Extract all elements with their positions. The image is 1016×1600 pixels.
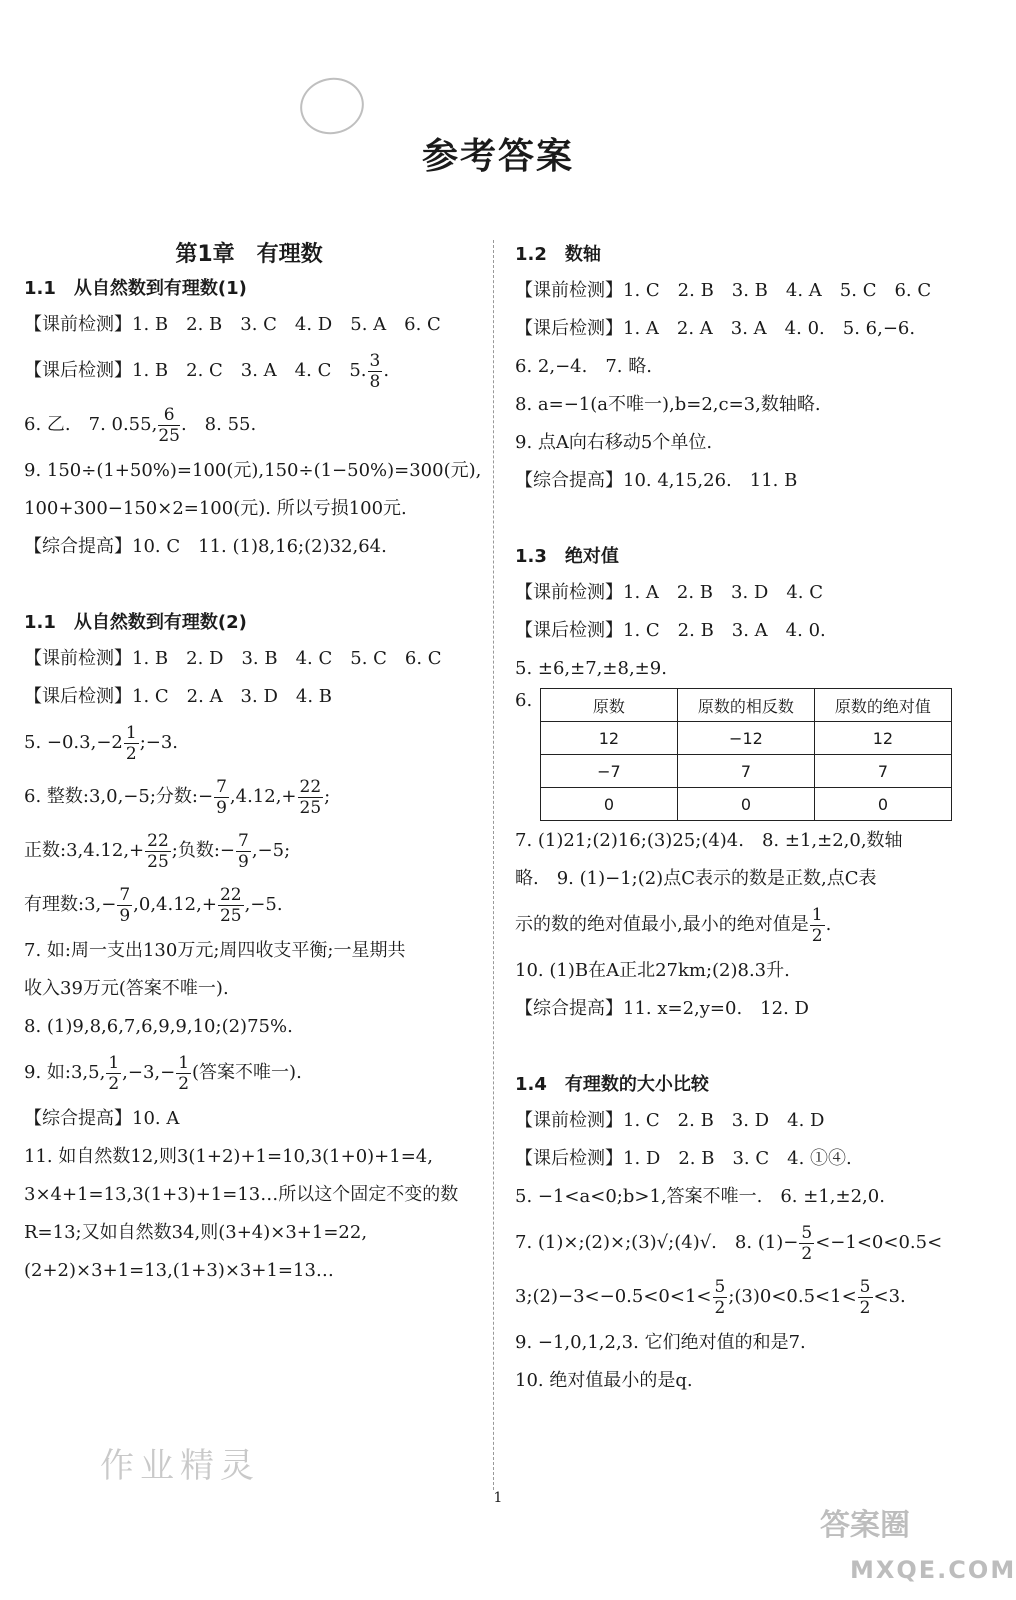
answer-line bbox=[515, 1140, 970, 1178]
section-heading: 1.2 数轴 bbox=[515, 244, 601, 265]
label-pre-check: 【课前检测】 bbox=[515, 280, 623, 301]
answer-text: 1. B 2. B 3. C 4. D 5. A 6. C bbox=[132, 314, 441, 335]
answer-line: 8. (1)9,8,6,7,6,9,9,10;(2)75%. bbox=[24, 1016, 293, 1037]
fraction: $\frac{1}{2}$ bbox=[811, 904, 823, 946]
table-cell: 12 bbox=[814, 722, 951, 755]
answer-text: 1. D 2. B 3. C 4. ①④. bbox=[623, 1148, 852, 1169]
absolute-value-table bbox=[540, 688, 952, 821]
fraction: $\frac{1}{2}$ bbox=[125, 722, 137, 764]
answer-line bbox=[515, 1102, 970, 1140]
table-cell: 0 bbox=[677, 788, 814, 821]
answer-line bbox=[24, 344, 474, 398]
column-divider bbox=[493, 240, 494, 1490]
answer-text: 示的数的绝对值最小,最小的绝对值是 bbox=[515, 914, 809, 935]
answer-text: 1. C 2. B 3. A 4. 0. bbox=[623, 620, 826, 641]
watermark: 作业精灵 bbox=[100, 1446, 260, 1486]
answer-line bbox=[515, 462, 970, 500]
answer-line: 10. (1)B在A正北27km;(2)8.3升. bbox=[515, 960, 790, 981]
answer-line bbox=[515, 990, 970, 1028]
left-column bbox=[24, 238, 482, 1290]
fraction: $\frac{7}{9}$ bbox=[237, 830, 249, 872]
answer-text: 9. 如:3,5, bbox=[24, 1062, 106, 1083]
table-row bbox=[540, 722, 951, 755]
label-post-check: 【课后检测】 bbox=[24, 686, 132, 707]
page-number: 1 bbox=[493, 1490, 503, 1506]
answer-text: 1. C 2. B 3. D 4. D bbox=[623, 1110, 825, 1131]
answer-text: ,0,4.12,+ bbox=[133, 894, 217, 915]
label-post-check: 【课后检测】 bbox=[515, 620, 623, 641]
fraction: $\frac{7}{9}$ bbox=[216, 776, 227, 818]
table-row bbox=[540, 788, 951, 821]
answer-text: ;−3. bbox=[139, 732, 179, 753]
fraction: $\frac{22}{25}$ bbox=[147, 830, 169, 872]
answer-text: 1. C 2. B 3. B 4. A 5. C 6. C bbox=[623, 280, 932, 301]
table-header: 原数 bbox=[540, 689, 677, 722]
fraction: $\frac{22}{25}$ bbox=[219, 884, 242, 926]
section-heading: 1.1 从自然数到有理数(2) bbox=[24, 612, 247, 633]
answer-line bbox=[24, 678, 474, 716]
answer-text: 6. 整数:3,0,−5;分数:− bbox=[24, 786, 214, 807]
table-cell: 12 bbox=[540, 722, 677, 755]
answer-text: 11. x=2,y=0. 12. D bbox=[623, 998, 809, 1019]
answer-text: . bbox=[825, 914, 832, 935]
label-post-check: 【课后检测】 bbox=[24, 360, 132, 381]
answer-line: 11. 如自然数12,则3(1+2)+1=10,3(1+0)+1=4, bbox=[24, 1146, 433, 1167]
answer-text: ,−5. bbox=[244, 894, 283, 915]
answer-text: 10. A bbox=[132, 1108, 180, 1129]
answer-line: R=13;又如自然数34,则(3+4)×3+1=22, bbox=[24, 1222, 368, 1243]
fraction: $\frac{1}{2}$ bbox=[178, 1052, 190, 1094]
answer-text: . bbox=[383, 360, 390, 381]
answer-text: ;(3)0<0.5<1< bbox=[728, 1286, 857, 1307]
answer-text: 7. (1)×;(2)×;(3)√;(4)√. 8. (1)− bbox=[515, 1232, 799, 1253]
answer-text: <3. bbox=[873, 1286, 906, 1307]
answer-line: 100+300−150×2=100(元). 所以亏损100元. bbox=[24, 498, 407, 519]
answer-line bbox=[515, 310, 970, 348]
answer-text: 10. 4,15,26. 11. B bbox=[623, 470, 798, 491]
answer-line: 8. a=−1(a不唯一),b=2,c=3,数轴略. bbox=[515, 394, 821, 415]
answer-line bbox=[24, 1100, 474, 1138]
answer-line bbox=[24, 528, 474, 566]
table-cell: −7 bbox=[540, 755, 677, 788]
fraction: $\frac{7}{9}$ bbox=[119, 884, 131, 926]
answer-line: 略. 9. (1)−1;(2)点C表示的数是正数,点C表 bbox=[515, 868, 877, 889]
answer-line: 5. −1<a<0;b>1,答案不唯一. 6. ±1,±2,0. bbox=[515, 1186, 885, 1207]
fraction: $\frac{3}{8}$ bbox=[369, 350, 381, 392]
fraction: $\frac{22}{25}$ bbox=[299, 776, 322, 818]
answer-text: 10. C 11. (1)8,16;(2)32,64. bbox=[132, 536, 387, 557]
answer-text: ,−3,− bbox=[122, 1062, 176, 1083]
answer-line: (2+2)×3+1=13,(1+3)×3+1=13… bbox=[24, 1260, 334, 1281]
answer-line bbox=[24, 398, 474, 452]
answer-text: ,−5; bbox=[251, 840, 291, 861]
answer-line bbox=[515, 1270, 970, 1324]
answer-text: 1. A 2. A 3. A 4. 0. 5. 6,−6. bbox=[623, 318, 916, 339]
label-comprehensive: 【综合提高】 bbox=[515, 470, 623, 491]
table-cell: 7 bbox=[814, 755, 951, 788]
section-heading: 1.4 有理数的大小比较 bbox=[515, 1074, 709, 1095]
answer-line: 收入39万元(答案不唯一). bbox=[24, 978, 229, 999]
fraction: $\frac{6}{25}$ bbox=[158, 404, 180, 446]
answer-line bbox=[515, 688, 970, 822]
label-post-check: 【课后检测】 bbox=[515, 1148, 623, 1169]
label-post-check: 【课后检测】 bbox=[515, 318, 623, 339]
answer-line: 6. 2,−4. 7. 略. bbox=[515, 356, 652, 377]
label-pre-check: 【课前检测】 bbox=[515, 1110, 623, 1131]
table-header: 原数的相反数 bbox=[677, 689, 814, 722]
answer-text: 1. B 2. C 3. A 4. C 5. bbox=[132, 360, 367, 381]
answer-text: 6. 乙. 7. 0.55, bbox=[24, 414, 158, 435]
table-cell: 0 bbox=[540, 788, 677, 821]
answer-line: 7. (1)21;(2)16;(3)25;(4)4. 8. ±1,±2,0,数轴 bbox=[515, 830, 903, 851]
label-comprehensive: 【综合提高】 bbox=[515, 998, 623, 1019]
answer-text: 1. A 2. B 3. D 4. C bbox=[623, 582, 824, 603]
page-title: 参考答案 bbox=[421, 136, 574, 177]
answer-line: 9. 150÷(1+50%)=100(元),150÷(1−50%)=300(元), bbox=[24, 460, 482, 481]
fraction: $\frac{5}{2}$ bbox=[859, 1276, 871, 1318]
answer-line bbox=[515, 272, 970, 310]
answer-line: 10. 绝对值最小的是q. bbox=[515, 1370, 693, 1391]
label-comprehensive: 【综合提高】 bbox=[24, 1108, 132, 1129]
answer-text: ; bbox=[324, 786, 331, 807]
answer-line: 5. ±6,±7,±8,±9. bbox=[515, 658, 667, 679]
site-logo-url: MXQE.COM bbox=[850, 1556, 1016, 1584]
chapter-heading: 第1章 有理数 bbox=[175, 242, 323, 267]
fraction: $\frac{5}{2}$ bbox=[801, 1222, 813, 1264]
label-comprehensive: 【综合提高】 bbox=[24, 536, 132, 557]
answer-line: 9. 点A向右移动5个单位. bbox=[515, 432, 713, 453]
fraction: $\frac{1}{2}$ bbox=[108, 1052, 120, 1094]
answer-line bbox=[24, 878, 474, 932]
fraction: $\frac{5}{2}$ bbox=[714, 1276, 726, 1318]
answer-text: 1. B 2. D 3. B 4. C 5. C 6. C bbox=[132, 648, 442, 669]
answer-text: 3;(2)−3<−0.5<0<1< bbox=[515, 1286, 712, 1307]
answer-line: 7. 如:周一支出130万元;周四收支平衡;一星期共 bbox=[24, 940, 406, 961]
answer-line bbox=[24, 640, 474, 678]
section-heading: 1.3 绝对值 bbox=[515, 546, 619, 567]
answer-line bbox=[24, 770, 474, 824]
table-row bbox=[540, 755, 951, 788]
table-cell: 0 bbox=[814, 788, 951, 821]
answer-text: 有理数:3,− bbox=[24, 894, 117, 915]
answer-line bbox=[515, 1216, 970, 1270]
table-cell: −12 bbox=[677, 722, 814, 755]
answer-text: . 8. 55. bbox=[180, 414, 257, 435]
site-logo: 答案圈 bbox=[820, 1508, 910, 1543]
answer-line bbox=[515, 574, 970, 612]
answer-text: 1. C 2. A 3. D 4. B bbox=[132, 686, 333, 707]
label-pre-check: 【课前检测】 bbox=[515, 582, 623, 603]
answer-line bbox=[24, 824, 474, 878]
table-cell: 7 bbox=[677, 755, 814, 788]
table-header: 原数的绝对值 bbox=[814, 689, 951, 722]
answer-line bbox=[515, 898, 970, 952]
label-pre-check: 【课前检测】 bbox=[24, 314, 132, 335]
answer-text: 正数:3,4.12,+ bbox=[24, 840, 145, 861]
answer-line bbox=[24, 1046, 474, 1100]
answer-text: 6. bbox=[515, 690, 533, 711]
answer-line bbox=[515, 612, 970, 650]
answer-text: 5. −0.3,−2 bbox=[24, 732, 123, 753]
answer-line bbox=[24, 306, 474, 344]
answer-text: ,4.12,+ bbox=[229, 786, 297, 807]
answer-text: (答案不唯一). bbox=[192, 1062, 302, 1083]
answer-line bbox=[24, 716, 474, 770]
right-column bbox=[515, 238, 970, 1400]
answer-line: 3×4+1=13,3(1+3)+1=13…所以这个固定不变的数 bbox=[24, 1184, 459, 1205]
answer-text: ;负数:− bbox=[171, 840, 235, 861]
label-pre-check: 【课前检测】 bbox=[24, 648, 132, 669]
answer-text: <−1<0<0.5< bbox=[815, 1232, 943, 1253]
section-heading: 1.1 从自然数到有理数(1) bbox=[24, 278, 247, 299]
answer-line: 9. −1,0,1,2,3. 它们绝对值的和是7. bbox=[515, 1332, 806, 1353]
